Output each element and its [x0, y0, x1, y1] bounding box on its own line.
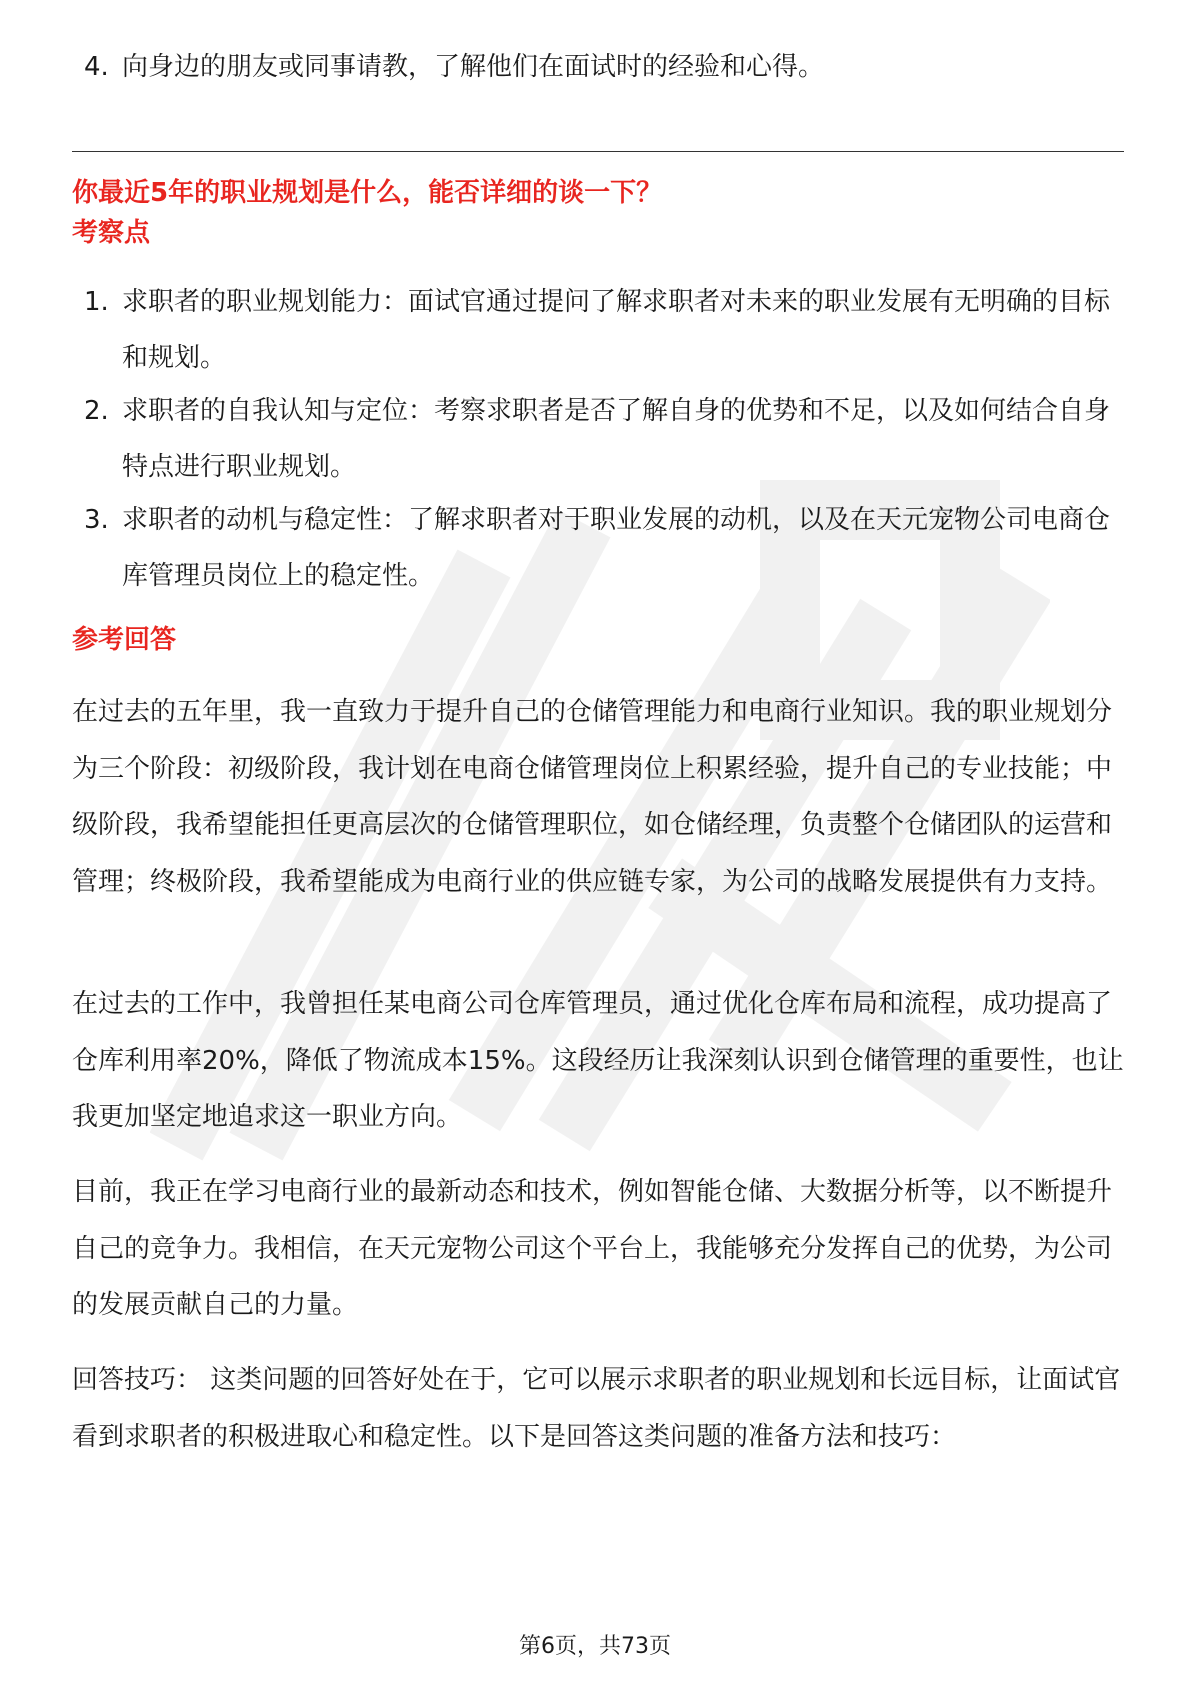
- list-number: 1.: [84, 287, 109, 317]
- answer-paragraph-3: 目前，我正在学习电商行业的最新动态和技术，例如智能仓储、大数据分析等，以不断提升自己的竞争力。我相信，在天元宠物公司这个平台上，我能够充分发挥自己的优势，为公司的发展贡献自己的力量。: [72, 1177, 1113, 1320]
- list-number: 4.: [84, 52, 109, 82]
- list-text: 求职者的自我认知与定位：考察求职者是否了解自身的优势和不足，以及如何结合自身特点进行职业规划。: [122, 396, 1111, 482]
- answer-tips-paragraph: 回答技巧： 这类问题的回答好处在于，它可以展示求职者的职业规划和长远目标，让面试官看到求职者的积极进取心和稳定性。以下是回答这类问题的准备方法和技巧：: [72, 1365, 1121, 1452]
- list-text: 向身边的朋友或同事请教，了解他们在面试时的经验和心得。: [122, 52, 825, 82]
- list-text: 求职者的动机与稳定性：了解求职者对于职业发展的动机，以及在天元宠物公司电商仓库管理员岗位上的稳定性。: [122, 505, 1111, 591]
- answer-paragraph-1: 在过去的五年里，我一直致力于提升自己的仓储管理能力和电商行业知识。我的职业规划分为三个阶段：初级阶段，我计划在电商仓储管理岗位上积累经验，提升自己的专业技能；中级阶段，我希望能担任更高层次的仓储管理职位，如仓储经理，负责整个仓储团队的运营和管理；终极阶段，我希望能成为电商行业的供应链专家，为公司的战略发展提供有力支持。: [72, 697, 1113, 897]
- list-number: 2.: [84, 396, 109, 426]
- list-item-top: [84, 39, 1124, 95]
- answer-paragraph-2: 在过去的工作中，我曾担任某电商公司仓库管理员，通过优化仓库布局和流程，成功提高了仓库利用率20%，降低了物流成本15%。这段经历让我深刻认识到仓储管理的重要性，也让我更加坚定地追求这一职业方向。: [72, 989, 1124, 1132]
- section-divider: [72, 151, 1124, 152]
- list-text: 求职者的职业规划能力：面试官通过提问了解求职者对未来的职业发展有无明确的目标和规划。: [122, 287, 1111, 373]
- focus-item-2: [84, 383, 1124, 495]
- focus-item-3: [84, 492, 1124, 604]
- focus-heading: 考察点: [72, 218, 151, 248]
- page-number-footer: 第6页，共73页: [519, 1634, 671, 1659]
- answer-heading: 参考回答: [72, 625, 177, 655]
- question-title: 你最近5年的职业规划是什么，能否详细的谈一下？: [72, 178, 663, 208]
- focus-item-1: [84, 274, 1124, 386]
- list-number: 3.: [84, 505, 109, 535]
